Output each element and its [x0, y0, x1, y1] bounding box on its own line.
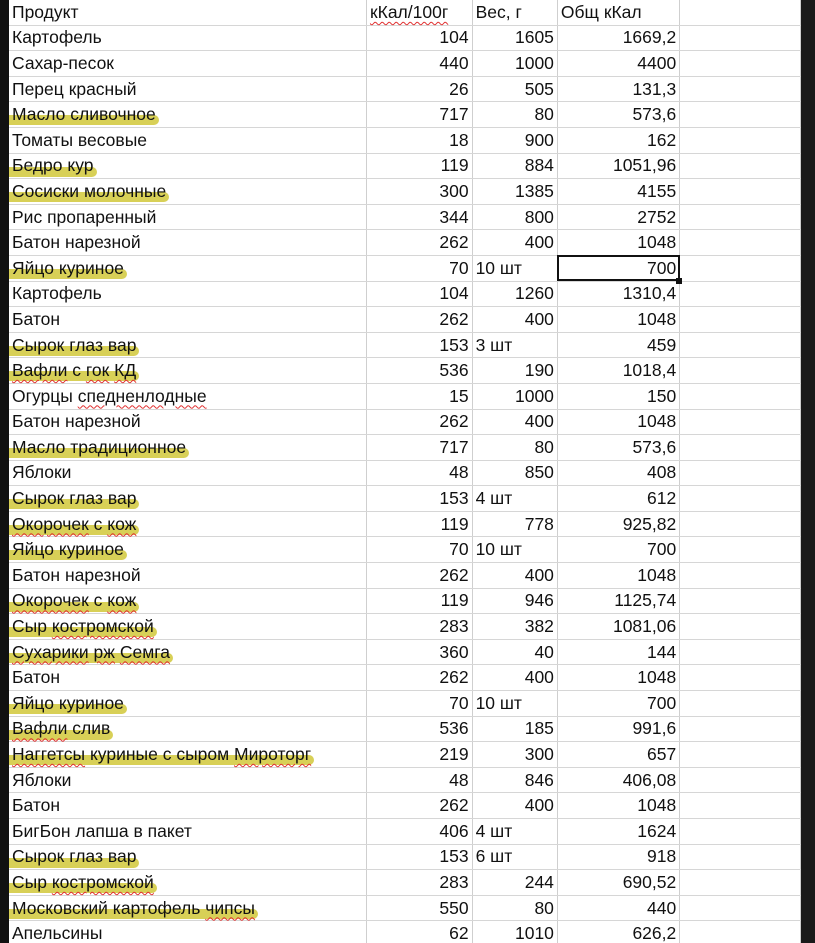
spelling-error-word: Окорочек [12, 590, 89, 611]
product-name: Окорочек с кож [12, 513, 137, 534]
kcal-cell[interactable]: 344 [366, 204, 472, 230]
product-cell[interactable] [9, 767, 366, 793]
table-row [9, 153, 801, 179]
table-row [9, 358, 801, 384]
total-kcal-cell[interactable]: 1125,74 [557, 588, 679, 614]
product-cell[interactable] [9, 127, 366, 153]
product-name: Яйцо куриное [12, 539, 124, 560]
table-row [9, 51, 801, 77]
weight-cell[interactable]: 244 [472, 870, 557, 896]
spelling-error-word: Семга [119, 641, 170, 662]
product-name: Рис пропаренный [12, 206, 157, 227]
weight-cell[interactable]: 400 [472, 563, 557, 589]
total-kcal-cell[interactable]: 1624 [557, 819, 679, 845]
product-name: Яблоки [12, 769, 72, 790]
empty-cell[interactable] [680, 332, 801, 358]
product-name: Картофель [12, 283, 102, 304]
total-kcal-cell[interactable]: 408 [557, 460, 679, 486]
product-cell[interactable] [9, 486, 366, 512]
table-row [9, 486, 801, 512]
total-kcal-cell[interactable]: 1048 [557, 230, 679, 256]
weight-cell[interactable]: 1000 [472, 51, 557, 77]
empty-cell[interactable] [680, 486, 801, 512]
spelling-error-word: спедненлодные [77, 385, 207, 406]
total-kcal-cell[interactable]: 1018,4 [557, 358, 679, 384]
empty-cell[interactable] [680, 255, 801, 281]
product-name: Сырок глаз вар [12, 488, 137, 509]
kcal-cell[interactable]: 219 [366, 742, 472, 768]
empty-cell[interactable] [680, 511, 801, 537]
weight-cell[interactable]: 1000 [472, 383, 557, 409]
table-row [9, 255, 801, 281]
empty-cell[interactable] [680, 639, 801, 665]
table-row [9, 76, 801, 102]
kcal-cell[interactable]: 70 [366, 691, 472, 717]
header-product[interactable]: Продукт [9, 0, 366, 25]
kcal-cell[interactable]: 153 [366, 486, 472, 512]
kcal-cell[interactable]: 119 [366, 511, 472, 537]
total-kcal-cell[interactable]: 991,6 [557, 716, 679, 742]
product-cell[interactable] [9, 895, 366, 921]
spelling-error-word: Сухарики [12, 641, 89, 662]
weight-cell[interactable]: 1010 [472, 921, 557, 943]
product-name: Масло сливочное [12, 104, 156, 125]
weight-cell[interactable]: 850 [472, 460, 557, 486]
kcal-cell[interactable]: 406 [366, 819, 472, 845]
product-cell[interactable] [9, 793, 366, 819]
product-cell[interactable] [9, 51, 366, 77]
product-cell[interactable] [9, 255, 366, 281]
weight-cell[interactable]: 40 [472, 639, 557, 665]
weight-cell[interactable]: 1260 [472, 281, 557, 307]
empty-cell[interactable] [680, 614, 801, 640]
kcal-cell[interactable]: 717 [366, 435, 472, 461]
product-cell[interactable] [9, 870, 366, 896]
kcal-cell[interactable]: 153 [366, 844, 472, 870]
window-left-edge [0, 0, 9, 943]
table-row [9, 844, 801, 870]
product-cell[interactable] [9, 25, 366, 51]
empty-cell[interactable] [680, 204, 801, 230]
weight-cell[interactable]: 1385 [472, 179, 557, 205]
table-row [9, 307, 801, 333]
kcal-cell[interactable]: 262 [366, 230, 472, 256]
product-name: Яйцо куриное [12, 257, 124, 278]
product-name: Батон [12, 308, 61, 329]
spelling-error-word: Вафли [12, 360, 68, 381]
table-row [9, 102, 801, 128]
empty-cell[interactable] [680, 0, 801, 25]
total-kcal-cell[interactable]: 1051,96 [557, 153, 679, 179]
total-kcal-cell[interactable]: 700 [557, 691, 679, 717]
empty-cell[interactable] [680, 844, 801, 870]
empty-cell[interactable] [680, 383, 801, 409]
table-row [9, 511, 801, 537]
product-cell[interactable] [9, 691, 366, 717]
product-cell[interactable] [9, 153, 366, 179]
table-row [9, 537, 801, 563]
weight-cell[interactable]: 190 [472, 358, 557, 384]
empty-cell[interactable] [680, 460, 801, 486]
product-cell[interactable] [9, 460, 366, 486]
total-kcal-cell[interactable]: 657 [557, 742, 679, 768]
empty-cell[interactable] [680, 563, 801, 589]
product-cell[interactable] [9, 511, 366, 537]
weight-cell[interactable]: 10 шт [472, 255, 557, 281]
total-kcal-cell[interactable]: 131,3 [557, 76, 679, 102]
empty-cell[interactable] [680, 76, 801, 102]
product-name: Сыр костромской [12, 871, 154, 892]
total-kcal-cell[interactable]: 1048 [557, 665, 679, 691]
product-name: Московский картофель чипсы [12, 897, 255, 918]
header-row [9, 0, 801, 25]
empty-cell[interactable] [680, 358, 801, 384]
empty-cell[interactable] [680, 435, 801, 461]
table-row [9, 716, 801, 742]
empty-cell[interactable] [680, 537, 801, 563]
kcal-cell[interactable]: 104 [366, 281, 472, 307]
weight-cell[interactable]: 400 [472, 307, 557, 333]
calorie-table [9, 0, 801, 943]
table-row [9, 767, 801, 793]
product-name: Томаты весовые [12, 129, 148, 150]
table-row [9, 409, 801, 435]
product-name: Батон нарезной [12, 411, 141, 432]
spelling-error-word: рж [93, 641, 115, 662]
weight-cell[interactable]: 4 шт [472, 819, 557, 845]
product-cell[interactable] [9, 588, 366, 614]
table-row [9, 793, 801, 819]
spreadsheet-grid[interactable] [9, 0, 801, 943]
empty-cell[interactable] [680, 127, 801, 153]
product-name [12, 642, 170, 662]
product-name: Сосиски молочные [12, 180, 167, 201]
table-row [9, 332, 801, 358]
total-kcal-cell[interactable]: 1669,2 [557, 25, 679, 51]
kcal-cell[interactable]: 104 [366, 25, 472, 51]
table-row [9, 870, 801, 896]
total-kcal-cell[interactable]: 1048 [557, 793, 679, 819]
spelling-error-word: костромской [51, 616, 154, 637]
total-kcal-cell[interactable]: 440 [557, 895, 679, 921]
weight-cell[interactable]: 505 [472, 76, 557, 102]
product-cell[interactable] [9, 665, 366, 691]
product-name: Масло традиционное [12, 436, 187, 457]
product-name: Наггетсы куриные с сыром Мироторг [12, 744, 312, 765]
table-row [9, 563, 801, 589]
product-name: Апельсины [12, 923, 103, 943]
product-name: Перец красный [12, 78, 137, 99]
total-kcal-cell[interactable]: 925,82 [557, 511, 679, 537]
product-cell[interactable] [9, 102, 366, 128]
product-name: Батон нарезной [12, 232, 141, 253]
product-cell[interactable] [9, 281, 366, 307]
weight-cell[interactable]: 80 [472, 895, 557, 921]
spelling-error-word: кож [107, 513, 137, 534]
kcal-cell[interactable]: 283 [366, 614, 472, 640]
empty-cell[interactable] [680, 179, 801, 205]
total-kcal-cell[interactable]: 573,6 [557, 102, 679, 128]
total-kcal-cell[interactable]: 1048 [557, 307, 679, 333]
total-kcal-cell[interactable]: 459 [557, 332, 679, 358]
product-cell[interactable] [9, 921, 366, 943]
empty-cell[interactable] [680, 409, 801, 435]
table-row [9, 281, 801, 307]
table-row [9, 614, 801, 640]
empty-cell[interactable] [680, 230, 801, 256]
total-kcal-cell[interactable]: 626,2 [557, 921, 679, 943]
weight-cell[interactable]: 4 шт [472, 486, 557, 512]
product-name: Окорочек с кож [12, 590, 137, 611]
table-row [9, 383, 801, 409]
product-name: Вафли с гок КД [12, 360, 137, 381]
kcal-cell[interactable]: 48 [366, 767, 472, 793]
table-row [9, 204, 801, 230]
weight-cell[interactable]: 10 шт [472, 537, 557, 563]
product-cell[interactable] [9, 537, 366, 563]
table-row [9, 691, 801, 717]
kcal-cell[interactable]: 262 [366, 793, 472, 819]
weight-cell[interactable]: 846 [472, 767, 557, 793]
spelling-error-word: Наггетсы [12, 744, 86, 765]
kcal-cell[interactable]: 153 [366, 332, 472, 358]
weight-cell[interactable]: 884 [472, 153, 557, 179]
kcal-cell[interactable]: 262 [366, 307, 472, 333]
spelling-error-word: чипсы [205, 897, 255, 918]
kcal-cell[interactable]: 262 [366, 409, 472, 435]
weight-cell[interactable]: 800 [472, 204, 557, 230]
kcal-cell[interactable]: 18 [366, 127, 472, 153]
empty-cell[interactable] [680, 691, 801, 717]
weight-cell[interactable]: 900 [472, 127, 557, 153]
empty-cell[interactable] [680, 767, 801, 793]
total-kcal-cell[interactable]: 4400 [557, 51, 679, 77]
empty-cell[interactable] [680, 665, 801, 691]
spelling-error-word: костромской [51, 871, 154, 892]
weight-cell[interactable]: 80 [472, 102, 557, 128]
total-kcal-cell[interactable]: 918 [557, 844, 679, 870]
kcal-cell[interactable]: 717 [366, 102, 472, 128]
kcal-cell[interactable]: 62 [366, 921, 472, 943]
empty-cell[interactable] [680, 793, 801, 819]
spelling-error-word: кож [107, 590, 137, 611]
kcal-cell[interactable]: 15 [366, 383, 472, 409]
kcal-cell[interactable]: 70 [366, 537, 472, 563]
weight-cell[interactable]: 185 [472, 716, 557, 742]
product-name: Батон нарезной [12, 564, 141, 585]
product-name: Яйцо куриное [12, 692, 124, 713]
product-cell[interactable] [9, 742, 366, 768]
product-name: Сыр костромской [12, 616, 154, 637]
kcal-cell[interactable]: 283 [366, 870, 472, 896]
weight-cell[interactable]: 400 [472, 665, 557, 691]
product-cell[interactable] [9, 358, 366, 384]
empty-cell[interactable] [680, 25, 801, 51]
empty-cell[interactable] [680, 102, 801, 128]
table-row [9, 742, 801, 768]
empty-cell[interactable] [680, 742, 801, 768]
kcal-cell[interactable]: 26 [366, 76, 472, 102]
product-name: Огурцы спедненлодные [12, 385, 207, 406]
window-right-edge [801, 0, 815, 943]
empty-cell[interactable] [680, 819, 801, 845]
product-cell[interactable] [9, 844, 366, 870]
empty-cell[interactable] [680, 281, 801, 307]
product-cell[interactable] [9, 716, 366, 742]
table-row [9, 230, 801, 256]
kcal-cell[interactable]: 48 [366, 460, 472, 486]
total-kcal-cell[interactable]: 612 [557, 486, 679, 512]
spelling-error-word: Вафли [12, 718, 68, 739]
product-cell[interactable] [9, 76, 366, 102]
product-cell[interactable] [9, 435, 366, 461]
product-cell[interactable] [9, 383, 366, 409]
weight-cell[interactable]: 300 [472, 742, 557, 768]
kcal-cell[interactable]: 300 [366, 179, 472, 205]
weight-cell[interactable]: 3 шт [472, 332, 557, 358]
weight-cell[interactable]: 400 [472, 409, 557, 435]
weight-cell[interactable]: 80 [472, 435, 557, 461]
header-total-kcal[interactable]: Общ кКал [557, 0, 679, 25]
kcal-cell[interactable]: 360 [366, 639, 472, 665]
product-name: Вафли слив [12, 718, 111, 739]
spelling-error-word: Окорочек [12, 513, 89, 534]
total-kcal-cell[interactable]: 1048 [557, 409, 679, 435]
product-cell[interactable] [9, 179, 366, 205]
product-cell[interactable] [9, 639, 366, 665]
table-row [9, 435, 801, 461]
header-weight[interactable]: Вес, г [472, 0, 557, 25]
empty-cell[interactable] [680, 870, 801, 896]
table-row [9, 895, 801, 921]
table-row [9, 127, 801, 153]
empty-cell[interactable] [680, 895, 801, 921]
product-name: Бедро кур [12, 155, 94, 176]
table-row [9, 460, 801, 486]
product-cell[interactable] [9, 307, 366, 333]
empty-cell[interactable] [680, 921, 801, 943]
product-cell[interactable] [9, 204, 366, 230]
product-name: Сахар-песок [12, 52, 114, 73]
kcal-cell[interactable]: 536 [366, 716, 472, 742]
kcal-cell[interactable]: 262 [366, 665, 472, 691]
header-kcal-per-100g[interactable] [366, 0, 472, 25]
empty-cell[interactable] [680, 716, 801, 742]
kcal-cell[interactable]: 440 [366, 51, 472, 77]
kcal-cell[interactable]: 119 [366, 153, 472, 179]
product-name: Сырок глаз вар [12, 334, 137, 355]
kcal-cell[interactable]: 119 [366, 588, 472, 614]
product-name: Картофель [12, 27, 102, 48]
product-cell[interactable] [9, 563, 366, 589]
total-kcal-cell[interactable]: 1081,06 [557, 614, 679, 640]
empty-cell[interactable] [680, 153, 801, 179]
total-kcal-cell[interactable]: 1310,4 [557, 281, 679, 307]
kcal-cell[interactable]: 70 [366, 255, 472, 281]
table-row [9, 25, 801, 51]
product-name: Сырок глаз вар [12, 846, 137, 867]
table-row [9, 665, 801, 691]
product-cell[interactable] [9, 819, 366, 845]
spelling-error-word: КД [114, 360, 137, 381]
table-row [9, 639, 801, 665]
product-name: Яблоки [12, 462, 72, 483]
spelling-error-word: гок [85, 360, 110, 381]
total-kcal-cell[interactable]: 690,52 [557, 870, 679, 896]
table-row [9, 179, 801, 205]
product-cell[interactable] [9, 332, 366, 358]
header-kcal-label: кКал/100г [369, 1, 449, 22]
empty-cell[interactable] [680, 307, 801, 333]
weight-cell[interactable]: 382 [472, 614, 557, 640]
weight-cell[interactable]: 778 [472, 511, 557, 537]
kcal-cell[interactable]: 550 [366, 895, 472, 921]
spelling-error-word: Мироторг [234, 744, 312, 765]
table-row [9, 921, 801, 943]
total-kcal-cell[interactable]: 406,08 [557, 767, 679, 793]
product-cell[interactable] [9, 230, 366, 256]
weight-cell[interactable]: 10 шт [472, 691, 557, 717]
total-kcal-cell[interactable]: 150 [557, 383, 679, 409]
product-name: Батон [12, 667, 61, 688]
total-kcal-cell[interactable]: 144 [557, 639, 679, 665]
empty-cell[interactable] [680, 51, 801, 77]
empty-cell[interactable] [680, 588, 801, 614]
total-kcal-cell[interactable]: 573,6 [557, 435, 679, 461]
weight-cell[interactable]: 400 [472, 230, 557, 256]
total-kcal-cell[interactable]: 2752 [557, 204, 679, 230]
product-name: БигБон лапша в пакет [12, 820, 192, 841]
product-cell[interactable] [9, 614, 366, 640]
table-row [9, 588, 801, 614]
fill-handle[interactable] [676, 278, 682, 284]
kcal-cell[interactable]: 536 [366, 358, 472, 384]
kcal-cell[interactable]: 262 [366, 563, 472, 589]
weight-cell[interactable]: 6 шт [472, 844, 557, 870]
total-kcal-cell[interactable]: 162 [557, 127, 679, 153]
total-kcal-cell[interactable]: 1048 [557, 563, 679, 589]
product-cell[interactable] [9, 409, 366, 435]
weight-cell[interactable]: 400 [472, 793, 557, 819]
table-row [9, 819, 801, 845]
selected-cell[interactable]: 700 [557, 255, 679, 281]
total-kcal-cell[interactable]: 700 [557, 537, 679, 563]
weight-cell[interactable]: 946 [472, 588, 557, 614]
weight-cell[interactable]: 1605 [472, 25, 557, 51]
total-kcal-cell[interactable]: 4155 [557, 179, 679, 205]
product-name: Батон [12, 795, 61, 816]
